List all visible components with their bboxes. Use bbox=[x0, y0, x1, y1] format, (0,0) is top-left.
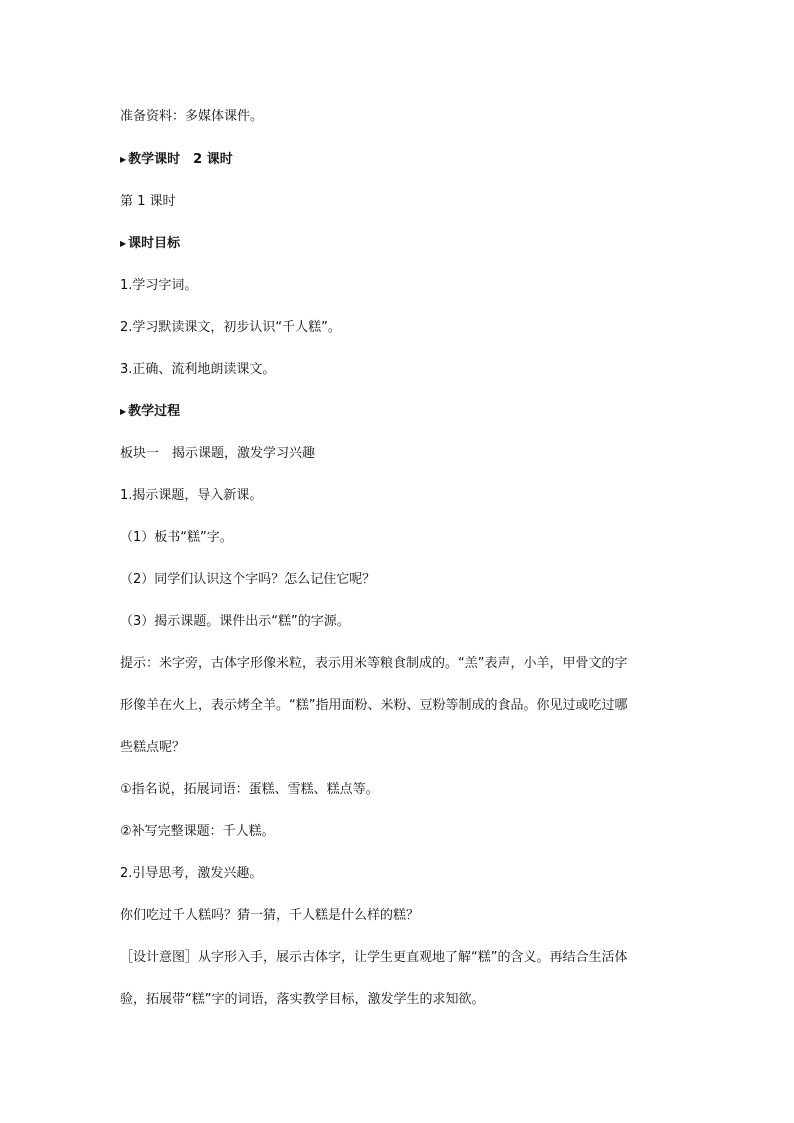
substep-1: （1）板书“糕”字。 bbox=[120, 530, 233, 545]
lesson-hours-heading bbox=[120, 151, 233, 169]
question-line: 你们吃过千人糕吗？猜一猜，千人糕是什么样的糕？ bbox=[120, 908, 420, 923]
triangle-right-icon: ▶ bbox=[120, 407, 127, 416]
teaching-process-heading bbox=[120, 403, 180, 421]
lesson-goals-text: 课时目标 bbox=[128, 236, 181, 251]
substep-3: （3）揭示课题。课件出示“糕”的字源。 bbox=[120, 614, 350, 629]
triangle-right-icon: ▶ bbox=[120, 155, 127, 164]
step-2: 2.引导思考，激发兴趣。 bbox=[120, 866, 263, 881]
step-1: 1.揭示课题，导入新课。 bbox=[120, 488, 263, 503]
hint-paragraph-line-1: 提示：米字旁，古体字形像米粒，表示用米等粮食制成的。“羔”表声，小羊，甲骨文的字 bbox=[120, 656, 628, 671]
goal-3: 3.正确、流利地朗读课文。 bbox=[120, 362, 276, 377]
circled-item-2: ②补写完整课题：千人糕。 bbox=[120, 824, 275, 839]
triangle-right-icon: ▶ bbox=[120, 239, 127, 248]
teaching-process-text: 教学过程 bbox=[128, 404, 181, 419]
goal-2: 2.学习默读课文，初步认识“千人糕”。 bbox=[120, 320, 341, 335]
prep-materials-line: 准备资料：多媒体课件。 bbox=[120, 109, 264, 124]
circled-item-1: ①指名说，拓展词语：蛋糕、雪糕、糕点等。 bbox=[120, 782, 379, 797]
lesson-hours-text: 教学课时 2 课时 bbox=[128, 152, 233, 167]
design-intent-line-1: ［设计意图］从字形入手，展示古体字，让学生更直观地了解“糕”的含义。再结合生活体 bbox=[120, 950, 628, 965]
substep-2: （2）同学们认识这个字吗？怎么记住它呢？ bbox=[120, 572, 376, 587]
section-one-title: 板块一 揭示课题，激发学习兴趣 bbox=[120, 446, 316, 461]
hint-paragraph-line-2: 形像羊在火上，表示烤全羊。“糕”指用面粉、米粉、豆粉等制成的食品。你见过或吃过哪 bbox=[120, 698, 628, 713]
goal-1: 1.学习字词。 bbox=[120, 278, 198, 293]
design-intent-line-2: 验，拓展带“糕”字的词语，落实教学目标，激发学生的求知欲。 bbox=[120, 992, 485, 1007]
first-lesson-title: 第 1 课时 bbox=[120, 194, 176, 209]
hint-paragraph-line-3: 些糕点呢？ bbox=[120, 740, 186, 755]
lesson-goals-heading bbox=[120, 235, 180, 253]
